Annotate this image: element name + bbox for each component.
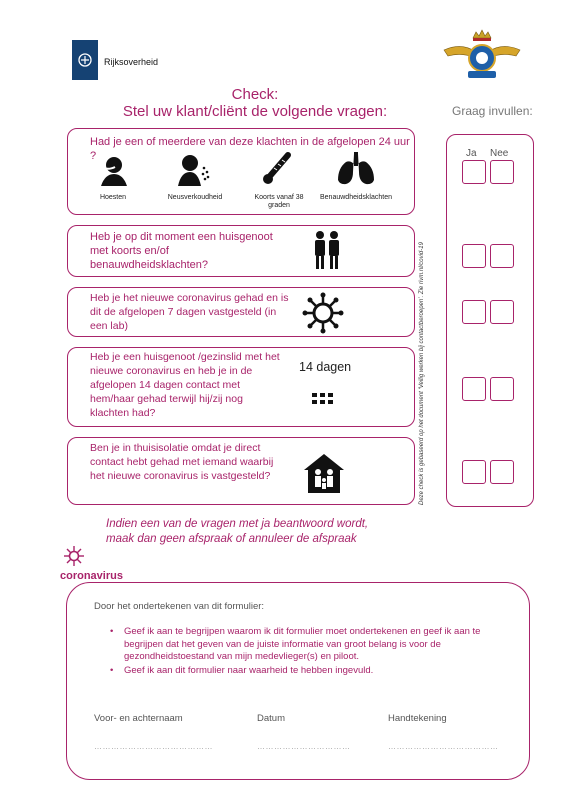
sneezing-person-icon — [176, 152, 212, 186]
symptom-label-breathing: Benauwdheidsklachten — [320, 194, 392, 201]
symptom-label-fever: Koorts vanaf 38 graden — [254, 194, 304, 209]
vertical-source-note-text: Deze check is gebaseerd op het document ‘Veilig werken bij contactberoepen’. Zie rivm.nl/covid-19 — [419, 242, 425, 505]
question-4-text: Heb je een huisgenoot /gezinslid met het nieuwe coronavirus en heb je in de afgelopen 14 dagen contact met hem/haar gehad terwijl hij/zij nog klachten had? — [90, 351, 280, 419]
signature-field-label: Handtekening — [388, 713, 447, 724]
q5-nee-checkbox[interactable] — [490, 460, 514, 484]
warning-note — [106, 517, 446, 547]
vertical-source-note — [419, 242, 429, 515]
coronavirus-logo-icon — [63, 545, 85, 567]
question-3-text: Heb je het nieuwe coronavirus gehad en is dit de afgelopen 7 dagen vastgesteld (in een lab) — [90, 292, 289, 332]
name-field[interactable]: …………………………………… — [94, 742, 213, 751]
date-field[interactable]: …………………………… — [257, 742, 351, 751]
nee-column-label: Nee — [490, 148, 509, 159]
two-people-icon — [310, 230, 344, 270]
title-check: Check: — [231, 86, 279, 103]
q3-nee-checkbox[interactable] — [490, 300, 514, 324]
warning-note-line2: maak dan geen afspraak of annuleer de afspraak — [106, 533, 357, 545]
calendar-dots-icon — [312, 393, 334, 405]
warning-note-line1: Indien een van de vragen met ja beantwoord wordt, — [106, 518, 369, 530]
rijksoverheid-label: Rijksoverheid — [104, 57, 159, 67]
fill-in-label: Graag invullen: — [452, 104, 533, 118]
kvvl-wings-logo-icon — [442, 28, 522, 83]
thermometer-icon — [260, 152, 296, 188]
symptom-label-cold: Neusverkoudheid — [167, 194, 223, 201]
name-field-label: Voor- en achternaam — [94, 713, 183, 724]
declaration-bullet: • Geef ik aan dit formulier naar waarheid te hebben ingevuld. — [110, 665, 515, 678]
q2-ja-checkbox[interactable] — [462, 244, 486, 268]
q4-nee-checkbox[interactable] — [490, 377, 514, 401]
question-1-text: Had je een of meerdere van deze klachten in de afgelopen 24 uur ? — [90, 136, 410, 162]
signature-field[interactable]: ………………………………… — [388, 742, 499, 751]
q5-ja-checkbox[interactable] — [462, 460, 486, 484]
date-field-label: Datum — [257, 713, 285, 724]
question-5-text: Ben je in thuisisolatie omdat je direct contact hebt gehad met iemand waarbij het nieuwe coronavirus is vastgesteld? — [90, 442, 274, 482]
q1-nee-checkbox[interactable] — [490, 160, 514, 184]
symptom-label-cough: Hoesten — [99, 194, 127, 201]
coughing-person-icon — [97, 154, 131, 186]
declaration-bullet: • Geef ik aan te begrijpen waarom ik dit formulier moet ondertekenen en geef ik aan te begrijpen dat het geven van de juiste informatie van groot belang is voor de gezondheidstoestand van mijn medevlieger(s) en piloot. — [110, 626, 515, 664]
house-family-icon — [303, 452, 345, 494]
q4-ja-checkbox[interactable] — [462, 377, 486, 401]
coronavirus-word: coronavirus — [60, 570, 123, 582]
coronavirus-icon — [302, 292, 344, 334]
q3-ja-checkbox[interactable] — [462, 300, 486, 324]
crest-icon — [75, 50, 95, 70]
q2-nee-checkbox[interactable] — [490, 244, 514, 268]
declaration-intro: Door het ondertekenen van dit formulier: — [94, 601, 265, 612]
question-2-text: Heb je op dit moment een huisgenoot met koorts en/of benauwdheidsklachten? — [90, 231, 273, 271]
rijksoverheid-logo — [72, 40, 98, 80]
declaration-list — [110, 626, 515, 678]
q1-ja-checkbox[interactable] — [462, 160, 486, 184]
title-question: Stel uw klant/cliënt de volgende vragen: — [122, 103, 388, 120]
lungs-icon — [336, 152, 376, 186]
fourteen-days-label: 14 dagen — [299, 360, 352, 374]
ja-column-label: Ja — [466, 148, 477, 159]
